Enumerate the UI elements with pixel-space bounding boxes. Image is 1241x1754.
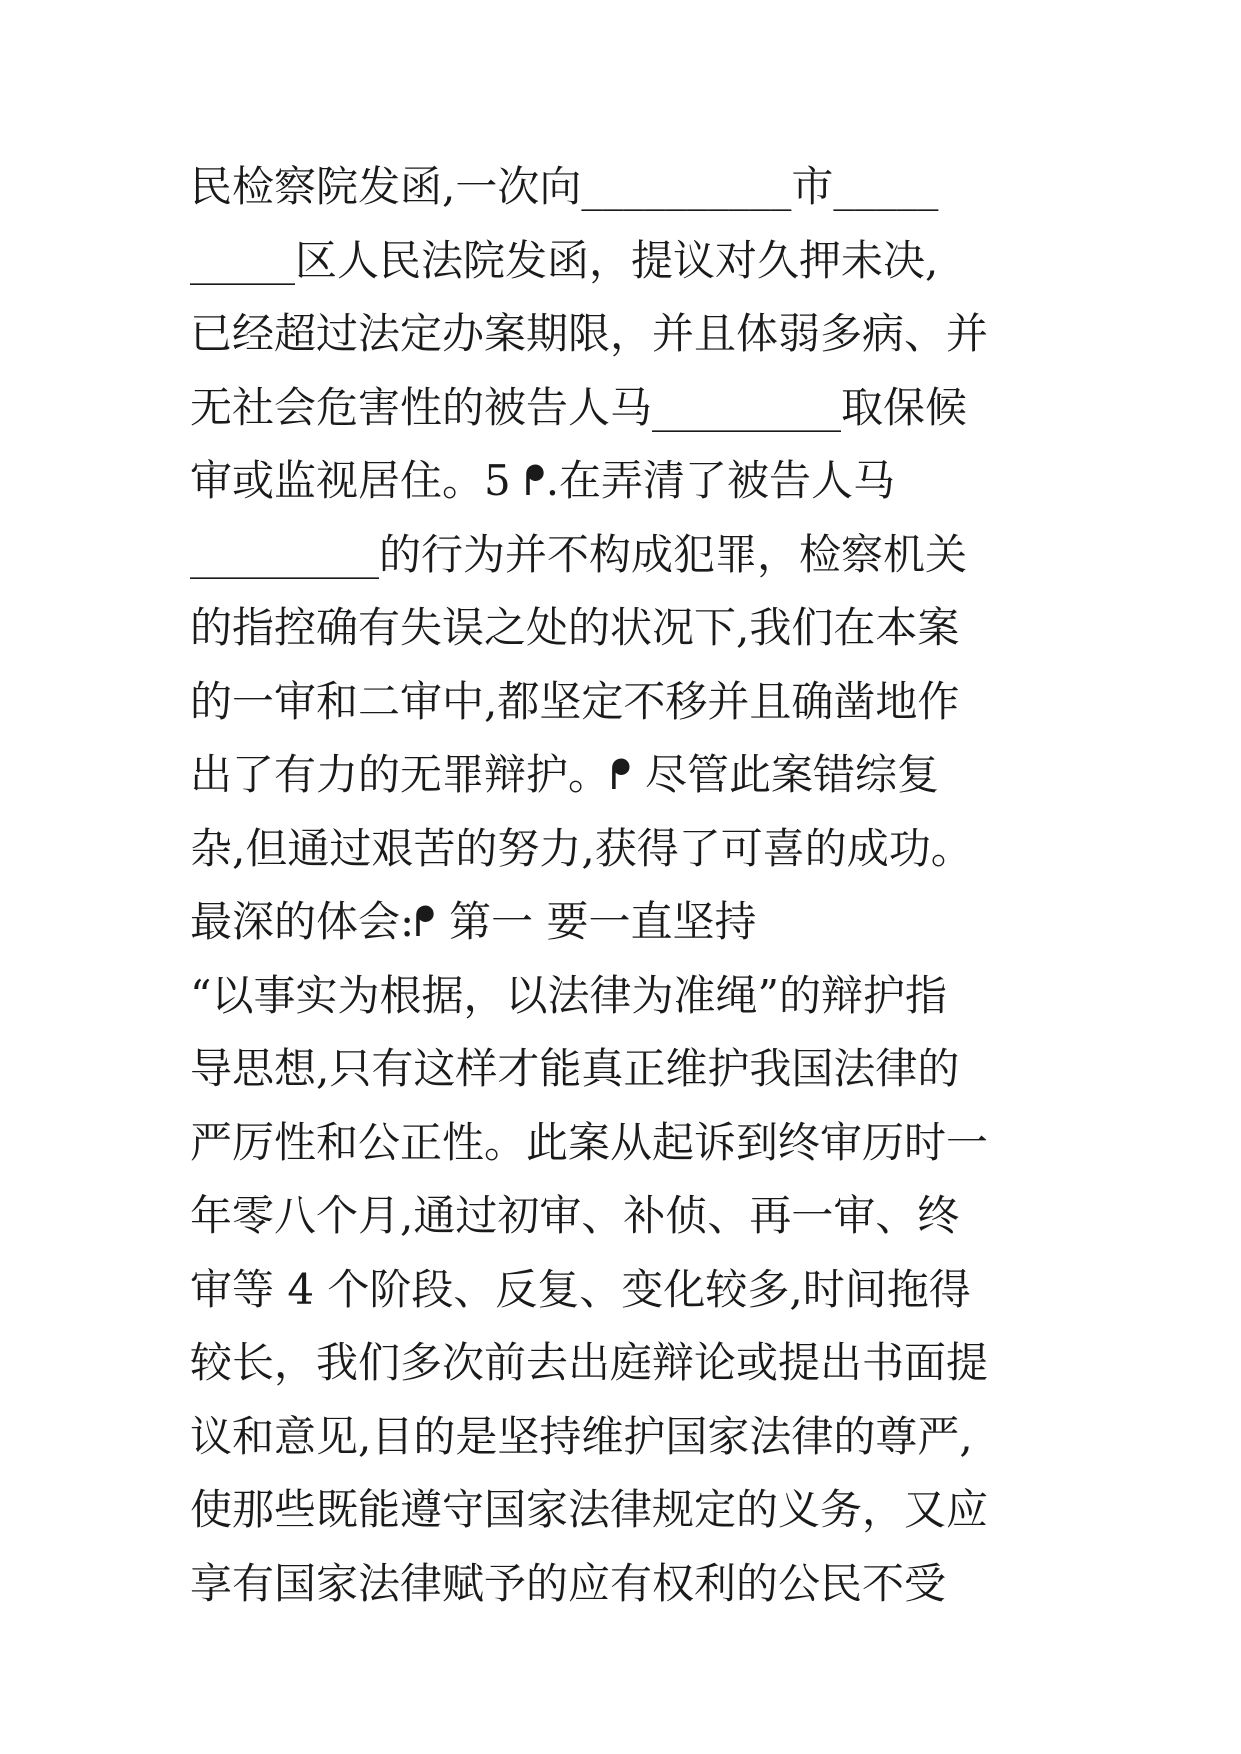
text-line-2: _____区人民法院发函，提议对久押未决, — [190, 235, 939, 285]
text-line-18: 议和意见,目的是坚持维护国家法律的尊严, — [190, 1411, 973, 1461]
text-line-8: 的一审和二审中,都坚定不移并且确凿地作 — [190, 676, 960, 726]
text-line-19: 使那些既能遵守国家法律规定的义务，又应 — [190, 1485, 989, 1534]
text-line-16: 审等 4 个阶段、反复、变化较多,时间拖得 — [190, 1264, 971, 1314]
body-text — [190, 150, 1060, 1620]
text-line-3: 已经超过法定办案期限，并且体弱多病、并 — [190, 309, 989, 358]
text-line-15: 年零八个月,通过初审、补侦、再一审、终 — [190, 1191, 960, 1240]
text-line-13: 导思想,只有这样才能真正维护我国法律的 — [190, 1044, 960, 1093]
text-line-7: 的指控确有失误之处的状况下,我们在本案 — [190, 603, 960, 652]
text-line-1: 民检察院发函,一次向__________市_____ — [190, 162, 939, 211]
text-line-14: 严厉性和公正性。此案从起诉到终审历时一 — [190, 1117, 989, 1167]
text-line-4: 无社会危害性的被告人马_________取保候 — [190, 382, 968, 432]
text-line-11: 最深的体会:ᖰ 第一 要一直坚持 — [190, 897, 757, 946]
text-line-12: “以事实为根据，以法律为准绳”的辩护指 — [190, 970, 947, 1020]
text-line-17: 较长，我们多次前去出庭辩论或提出书面提 — [190, 1338, 989, 1387]
text-line-20: 享有国家法律赋予的应有权利的公民不受 — [190, 1558, 947, 1608]
text-line-6: _________的行为并不构成犯罪，检察机关 — [190, 529, 968, 579]
text-line-9: 出了有力的无罪辩护。ᖰ 尽管此案错综复 — [190, 750, 939, 799]
text-line-10: 杂,但通过艰苦的努力,获得了可喜的成功。 — [190, 823, 973, 873]
text-line-5: 审或监视居住。5 ᖰ.在弄清了被告人马 — [190, 456, 896, 505]
